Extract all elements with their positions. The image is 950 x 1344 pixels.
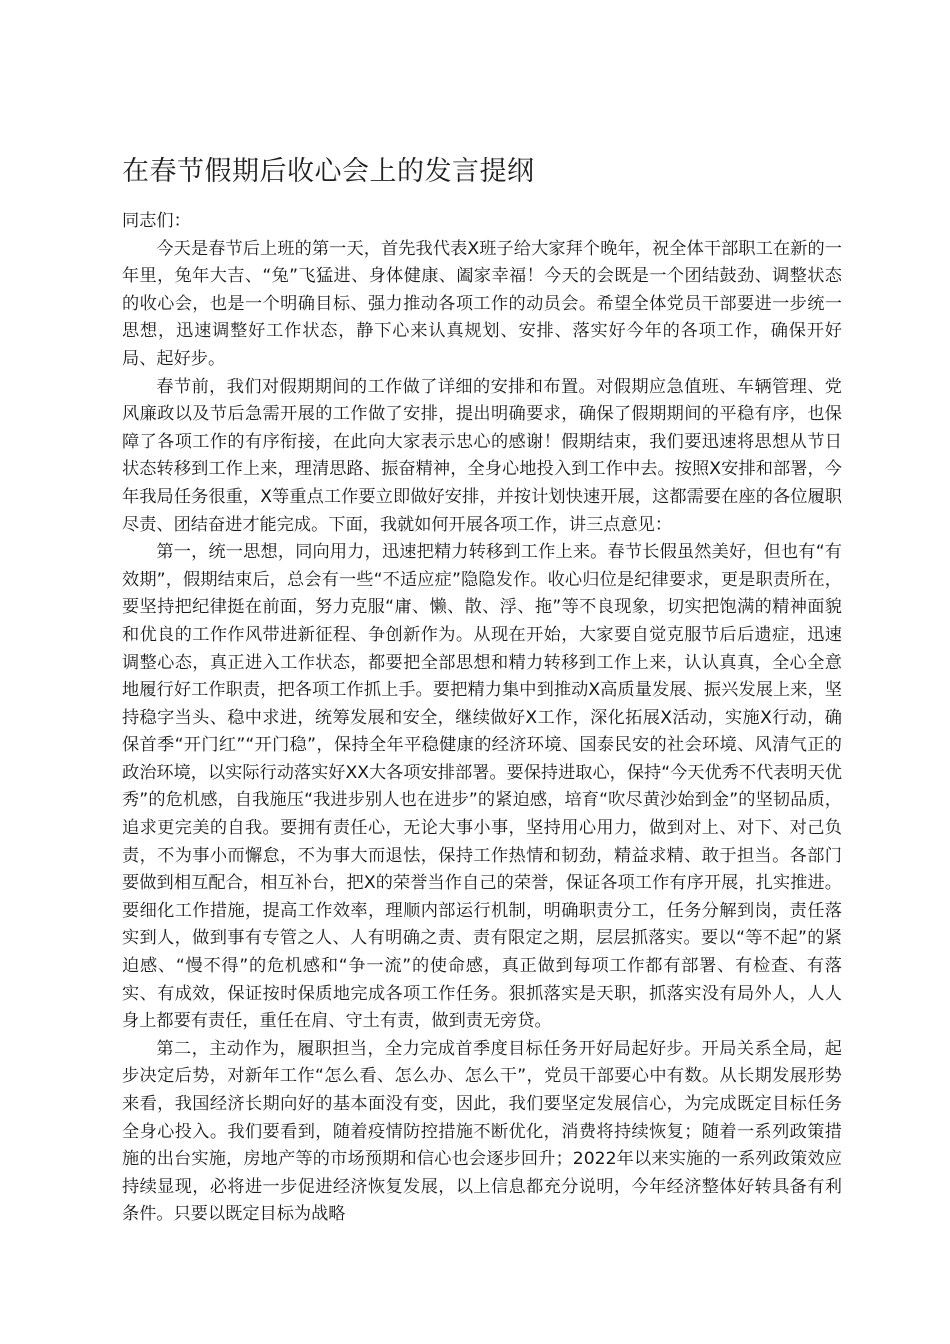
paragraph-point-two: 第二，主动作为，履职担当，全力完成首季度目标任务开好局起好步。开局关系全局，起步决定后势，对新年工作“怎么看、怎么办、怎么干”，党员干部要心中有数。从长期发展形势来看，我国经济长期向好的基本面没有变，因此，我们要坚定发展信心，为完成既定目标任务全身心投入。我们要看到，随着疫情防控措施不断优化，消费将持续恢复；随着一系列政策措施的出台实施，房地产等的市场预期和信心也会逐步回升；2022年以来实施的一系列政策效应持续显现，必将进一步促进经济恢复发展，以上信息都充分说明，今年经济整体好转具备有利条件。只要以既定目标为战略	[122, 1038, 842, 1225]
document-body	[122, 208, 842, 1229]
paragraph-background: 春节前，我们对假期期间的工作做了详细的安排和布置。对假期应急值班、车辆管理、党风廉政以及节后急需开展的工作做了安排，提出明确要求，确保了假期期间的平稳有序，也保障了各项工作的有序衔接，在此向大家表示忠心的感谢！假期结束，我们要迅速将思想从节日状态转移到工作上来，理清思路、振奋精神，全身心地投入到工作中去。按照X安排和部署，今年我局任务很重，X等重点工作要立即做好安排，并按计划快速开展，这都需要在座的各位履职尽责、团结奋进才能完成。下面，我就如何开展各项工作，讲三点意见：	[122, 376, 842, 535]
salutation: 同志们：	[122, 211, 191, 231]
document-title: 在春节假期后收心会上的发言提纲	[122, 156, 535, 187]
paragraph-opening: 今天是春节后上班的第一天，首先我代表X班子给大家拜个晚年，祝全体干部职工在新的一年里，兔年大吉、“兔”飞猛进、身体健康、阖家幸福！今天的会既是一个团结鼓劲、调整状态的收心会，也是一个明确目标、强力推动各项工作的动员会。希望全体党员干部要进一步统一思想，迅速调整好工作状态，静下心来认真规划、安排、落实好今年的各项工作，确保开好局、起好步。	[122, 238, 842, 369]
paragraph-point-one: 第一，统一思想，同向用力，迅速把精力转移到工作上来。春节长假虽然美好，但也有“有效期”，假期结束后，总会有一些“不适应症”隐隐发作。收心归位是纪律要求，更是职责所在，要坚持把纪律挺在前面，努力克服“庸、懒、散、浮、拖”等不良现象，切实把饱满的精神面貌和优良的工作作风带进新征程、争创新作为。从现在开始，大家要自觉克服节后后遗症，迅速调整心态，真正进入工作状态，都要把全部思想和精力转移到工作上来，认认真真，全心全意地履行好工作职责，把各项工作抓上手。要把精力集中到推动X高质量发展、振兴发展上来，坚持稳字当头、稳中求进，统筹发展和安全，继续做好X工作，深化拓展X活动，实施X行动，确保首季“开门红”“开门稳”，保持全年平稳健康的经济环境、国泰民安的社会环境、风清气正的政治环境，以实际行动落实好XX大各项安排部署。要保持进取心，保持“今天优秀不代表明天优秀”的危机感，自我施压“我进步别人也在进步”的紧迫感，培育“吹尽黄沙始到金”的坚韧品质，追求更完美的自我。要拥有责任心，无论大事小事，坚持用心用力，做到对上、对下、对己负责，不为事小而懈怠，不为事大而退怯，保持工作热情和韧劲，精益求精、敢于担当。各部门要做到相互配合，相互补台，把X的荣誉当作自己的荣誉，保证各项工作有序开展，扎实推进。要细化工作措施，提高工作效率，理顺内部运行机制，明确职责分工，任务分解到岗，责任落实到人，做到事有专管之人、人有明确之责、责有限定之期，层层抓落实。要以“等不起”的紧迫感、“慢不得”的危机感和“争一流”的使命感，真正做到每项工作都有部署、有检查、有落实、有成效，保证按时保质地完成各项工作任务。狠抓落实是天职，抓落实没有局外人，人人身上都要有责任，重任在肩、守土有责，做到责无旁贷。	[122, 542, 842, 1032]
